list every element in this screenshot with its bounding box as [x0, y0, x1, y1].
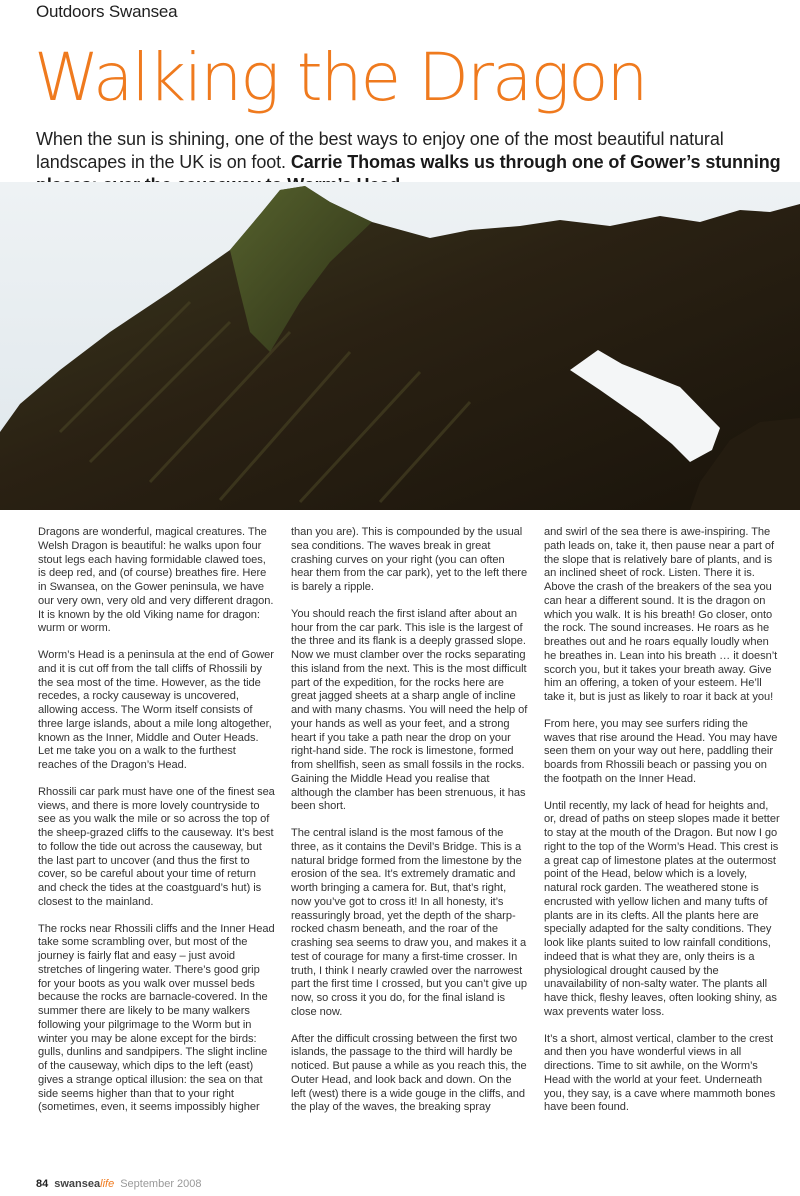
section-label: Outdoors Swansea	[36, 2, 178, 21]
column-2	[291, 526, 528, 1158]
column-3	[544, 526, 781, 1158]
intro-lead: When the sun is shining, one of the best ways to enjoy one of the most beautiful natural landscapes in the UK is on foot.	[36, 129, 724, 172]
body-paragraph: and swirl of the sea there is awe-inspiring. The path leads on, take it, then pause near a part of the slope that is relatively bare of plants, and is an inclined sheet of rock. Listen. There it is. Above the crash of the breakers of the sea you can hear a different sound. It is the dragon on which you walk. It is his breath! Go closer, onto the rock. The sound increases. He roars as he breathes out and he roars equally loudly when he breathes in. Lean into his breath … it doesn’t scorch you, but it takes your breath away. Give him an offering, a token of your esteem. He’ll take it, but is just as likely to roar it back at you!	[544, 526, 778, 703]
issue-date: September 2008	[120, 1178, 202, 1190]
worms-head-photo	[0, 182, 800, 510]
body-paragraph: The rocks near Rhossili cliffs and the Inner Head take some scrambling over, but most of the journey is fairly flat and easy – just avoid stretches of lingering water. There’s good grip for your boots as you walk over mussel beds because the rocks are barnacle-covered. In the summer there are likely to be many walkers following your pilgrimage to the Worm but in winter you may be alone except for the birds: gulls, dunlins and sandpipers. The slight incline of the causeway, which dips to the left (east) gives a strange optical illusion: the sea on that side seems higher than that to your right (sometimes, even, it seems impossibly higher	[38, 922, 275, 1114]
body-paragraph: Rhossili car park must have one of the finest sea views, and there is more lovely countryside to see as you walk the mile or so across the top of the sheep-grazed cliffs to the causeway. It’s best to follow the tide out across the causeway, but the last part to uncover (and thus the first to cover, so be careful about your time of return and check the tides at the coastguard’s hut) is closest to the mainland.	[38, 785, 275, 908]
body-paragraph: From here, you may see surfers riding the waves that rise around the Head. You may have seen them on your way out here, paddling their boards from Rhossili beach or passing you on the footpath on the Inner Head.	[544, 717, 778, 785]
body-paragraph: It’s a short, almost vertical, clamber to the crest and then you have wonderful views in all directions. Time to sit awhile, on the Worm’s Head with the world at your feet. Underneath you, they say, is a cave where mammoth bones have been found.	[544, 1032, 776, 1114]
article-title: Walking the Dragon	[34, 39, 647, 116]
body-paragraph: You should reach the first island after about an hour from the car park. This isle is the largest of the three and its flank is a deeply grassed slope. Now we must clamber over the rocks separating this island from the next. This is the most difficult part of the expedition, for the rocks here are great jagged sheets at a sharp angle of incline and with many chasms. You will need the help of your hands as well as your feet, and a strong heart if you take a path near the drop on your right-hand side. The rock is limestone, formed from shellfish, seen as small fossils in the rocks. Gaining the Middle Head you realise that although the clamber has been strenuous, it has been short.	[291, 607, 528, 813]
page-footer	[36, 1178, 202, 1190]
body-paragraph: After the difficult crossing between the first two islands, the passage to the third will hardly be noticed. But pause a while as you reach this, the Outer Head, and look back and down. On the left (west) there is a wide gouge in the cliffs, and the play of the waves, the breaking spray	[291, 1032, 527, 1114]
body-paragraph: Worm’s Head is a peninsula at the end of Gower and it is cut off from the tall cliffs of Rhossili by the sea most of the time. However, as the tide recedes, a rocky causeway is uncovered, allowing access. The Worm itself consists of three large islands, about a mile long altogether, known as the Inner, Middle and Outer Heads. Let me take you on a walk to the furthest reaches of the Dragon’s Head.	[38, 649, 274, 771]
body-paragraph: than you are). This is compounded by the usual sea conditions. The waves break in great crashing curves on your right (you can often hear them from the car park), yet to the left there is barely a ripple.	[291, 526, 528, 593]
intro-byline: Carrie Thomas walks us through one of Gower’s stunning	[290, 152, 781, 172]
magazine-suffix: life	[100, 1178, 115, 1190]
body-paragraph: Dragons are wonderful, magical creatures. The Welsh Dragon is beautiful: he walks upon four stout legs each having formidable clawed toes, is deep red, and (of course) breathes fire. Here in Swansea, on the Gower peninsula, we have our very own, very old and very different dragon. It is known by the old Viking name for dragon: wurm or worm.	[38, 526, 274, 635]
article-body	[38, 526, 782, 1158]
body-paragraph: The central island is the most famous of the three, as it contains the Devil’s Bridge. This is a natural bridge formed from the limestone by the erosion of the sea. It’s extremely dramatic and worth bringing a camera for. But, that’s right, now you’ve got to cross it! In all honesty, it’s reassuringly broad, yet the depth of the sharp-rocked chasm beneath, and the roar of the crashing sea seems to draw you, and makes it a test of courage for many a first-time crosser. In truth, I think I nearly crawled over the narrowest part the first time I crossed, but you can’t give up now, so cross it you do, for the final island is close now.	[291, 827, 528, 1018]
column-1	[38, 526, 275, 1158]
article-photo	[0, 182, 800, 510]
body-paragraph: Until recently, my lack of head for heights and, or, dread of paths on steep slopes made it better to stay at the mouth of the Dragon. But now I go right to the top of the Worm’s Head. This crest is a great cap of limestone plates at the outermost point of the Head, below which is a lovely, natural rock garden. The weathered stone is encrusted with yellow lichen and many tufts of plants are in its clefts. All the plants here are specially adapted for the salty conditions. They look like plants suited to low rainfall conditions, indeed that is what they are, only theirs is a physiological drought caused by the unavailability of non-salty water. The plants all have thick, fleshy leaves, often looking shiny, as wax prevents water loss.	[544, 799, 780, 1018]
page-number: 84	[36, 1178, 49, 1190]
magazine-name: swansea	[54, 1178, 101, 1190]
